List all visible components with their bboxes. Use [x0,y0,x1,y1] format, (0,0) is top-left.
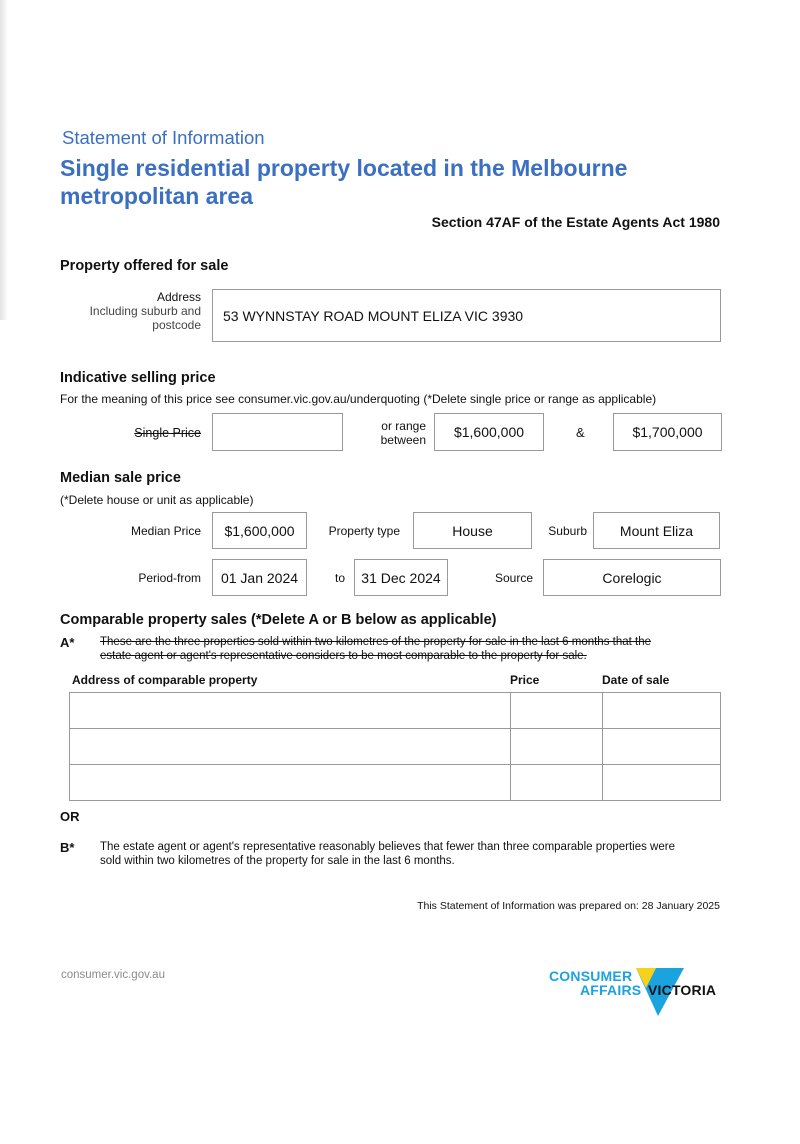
address-label-sub-1: Including suburb and [89,304,201,318]
range-ampersand: & [576,425,585,440]
median-note: (*Delete house or unit as applicable) [60,493,254,507]
option-a-text-line-1: These are the three properties sold within two kilometres of the property for sale in the last 6 months that the [100,636,652,648]
property-heading: Property offered for sale [60,258,229,274]
option-a-text [100,635,651,663]
property-type-field[interactable] [413,512,532,549]
single-price-field[interactable] [212,413,343,451]
logo-text-consumer: CONSUMER [549,968,633,984]
suburb-label: Suburb [548,524,587,538]
period-to-field[interactable] [354,559,448,596]
period-to-label: to [335,571,346,585]
document-title-line-2: metropolitan area [60,183,253,209]
option-b-text-line-1: The estate agent or agent's representative reasonably believes that fewer than three comparable properties were [100,841,675,853]
logo-text-victoria: VICTORIA [648,982,717,998]
option-a-marker: A* [60,635,75,650]
column-header-address: Address of comparable property [72,673,258,687]
range-high-value: $1,700,000 [632,424,703,440]
page-edge-shadow [0,0,8,320]
logo-text-affairs: AFFAIRS [580,982,642,998]
suburb-value: Mount Eliza [619,522,694,539]
option-b-text-line-2: sold within two kilometres of the property for sale in the last 6 months. [100,855,455,867]
range-low-value: $1,600,000 [453,424,525,440]
address-field[interactable] [212,289,721,342]
comparable-date-cell[interactable] [603,765,721,801]
comparable-date-cell[interactable] [603,729,721,765]
median-heading: Median sale price [60,470,181,486]
document-subtitle: Statement of Information [62,127,265,148]
median-price-value: $1,600,000 [224,522,295,539]
source-value: Corelogic [602,569,662,586]
median-price-field[interactable] [212,512,307,549]
comparable-price-cell[interactable] [511,729,603,765]
range-label-line-2: between [380,433,426,447]
comparable-price-cell[interactable] [511,765,603,801]
source-label: Source [494,571,533,585]
address-label-main: Address [156,290,201,304]
or-separator: OR [60,809,80,824]
period-from-field[interactable] [212,559,307,596]
period-from-label: Period-from [138,571,201,585]
property-type-value: House [452,522,493,539]
option-b-text [100,840,675,868]
option-a-text-line-2: estate agent or agent's representative considers to be most comparable to the property for sale. [100,650,587,662]
act-reference: Section 47AF of the Estate Agents Act 1980 [431,214,720,230]
source-field[interactable] [543,559,721,596]
comparable-address-cell[interactable] [70,693,511,729]
range-high-field[interactable] [613,413,722,451]
comparable-address-cell[interactable] [70,729,511,765]
period-to-value: 31 Dec 2024 [361,569,441,586]
column-header-date: Date of sale [602,673,670,687]
indicative-note: For the meaning of this price see consumer.vic.gov.au/underquoting (*Delete single price or range as applicable) [60,392,657,406]
range-label-line-1: or range [381,419,426,433]
prepared-date: This Statement of Information was prepared on: 28 January 2025 [417,900,720,912]
option-b-marker: B* [60,840,75,855]
property-type-label: Property type [328,524,400,538]
document-title [60,154,627,210]
comparable-price-cell[interactable] [511,693,603,729]
comparable-address-cell[interactable] [70,765,511,801]
address-label-sub-2: postcode [152,318,201,332]
period-from-value: 01 Jan 2024 [220,569,299,586]
footer-url[interactable]: consumer.vic.gov.au [61,969,165,981]
single-price-label: Single Price [134,426,201,440]
comparable-date-cell[interactable] [603,693,721,729]
table-row [70,765,721,801]
column-header-price: Price [510,673,540,687]
suburb-field[interactable] [593,512,720,549]
comparable-heading: Comparable property sales (*Delete A or B below as applicable) [60,612,497,628]
document-title-line-1: Single residential property located in the Melbourne [60,155,628,181]
consumer-affairs-victoria-logo [548,966,723,1018]
table-row [70,693,721,729]
range-low-field[interactable] [434,413,544,451]
address-value: 53 WYNNSTAY ROAD MOUNT ELIZA VIC 3930 [223,307,524,324]
median-price-label: Median Price [130,524,201,538]
range-label [381,419,426,447]
comparable-sales-table [69,692,721,801]
address-label [90,290,201,332]
table-row [70,729,721,765]
indicative-heading: Indicative selling price [60,370,216,386]
